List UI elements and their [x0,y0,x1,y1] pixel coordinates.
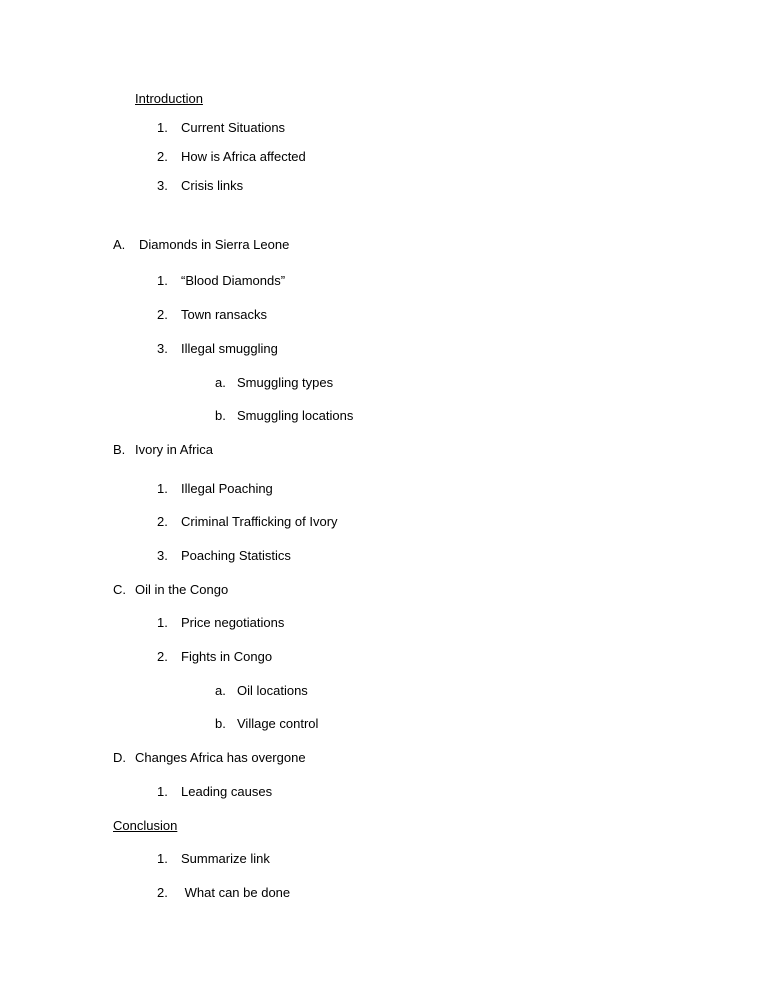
list-item [157,178,244,194]
list-marker: 3. [157,178,168,193]
list-marker: a. [215,683,226,698]
list-item-text: Town ransacks [181,307,267,322]
list-marker: 3. [157,548,168,563]
list-marker: 1. [157,851,168,866]
list-item [157,149,306,165]
list-marker: 3. [157,341,168,356]
sub-list-item [215,375,334,391]
list-item [157,615,285,631]
section-heading-b [113,442,214,458]
list-item-text: Leading causes [181,784,273,799]
list-marker: 2. [157,307,168,322]
list-item [157,481,273,497]
list-item-text: Current Situations [181,120,286,135]
section-heading-d [113,750,306,766]
list-marker: b. [215,408,226,423]
list-item-text: Price negotiations [181,615,285,630]
list-item-text: Criminal Trafficking of Ivory [181,514,338,529]
list-item [157,307,267,323]
list-item [157,514,338,530]
section-marker: D. [113,750,126,765]
sub-list-item [215,716,319,732]
list-marker: 2. [157,514,168,529]
list-item [157,851,270,867]
list-item-text: What can be done [181,885,291,900]
list-marker: 2. [157,649,168,664]
list-item-text: Summarize link [181,851,270,866]
list-marker: 1. [157,615,168,630]
section-title: Oil in the Congo [135,582,229,597]
list-item [157,548,291,564]
list-item-text: Illegal smuggling [181,341,278,356]
list-item-text: Illegal Poaching [181,481,273,496]
list-marker: 2. [157,149,168,164]
section-marker: C. [113,582,126,597]
list-item-text: How is Africa affected [181,149,306,164]
conclusion-heading: Conclusion [113,818,178,833]
list-item-text: Oil locations [237,683,308,698]
list-marker: 1. [157,120,168,135]
list-item-text: Village control [237,716,319,731]
list-item-text: Smuggling types [237,375,334,390]
section-heading-a [113,237,290,253]
list-item [157,885,291,901]
list-item-text: “Blood Diamonds” [181,273,286,288]
section-marker: B. [113,442,126,457]
list-marker: b. [215,716,226,731]
section-title: Ivory in Africa [135,442,214,457]
list-item-text: Fights in Congo [181,649,273,664]
list-item-text: Poaching Statistics [181,548,291,563]
list-marker: 1. [157,784,168,799]
sub-list-item [215,408,354,424]
list-marker: 1. [157,481,168,496]
list-item [157,784,273,800]
list-item [157,649,273,665]
section-marker: A. [113,237,126,252]
list-marker: 1. [157,273,168,288]
sub-list-item [215,683,308,699]
list-marker: 2. [157,885,168,900]
introduction-heading: Introduction [135,91,203,106]
list-marker: a. [215,375,226,390]
list-item [157,341,278,357]
list-item-text: Crisis links [181,178,244,193]
list-item [157,273,286,289]
section-title: Changes Africa has overgone [135,750,306,765]
section-title: Diamonds in Sierra Leone [139,237,290,252]
list-item [157,120,286,136]
list-item-text: Smuggling locations [237,408,354,423]
section-heading-c [113,582,229,598]
